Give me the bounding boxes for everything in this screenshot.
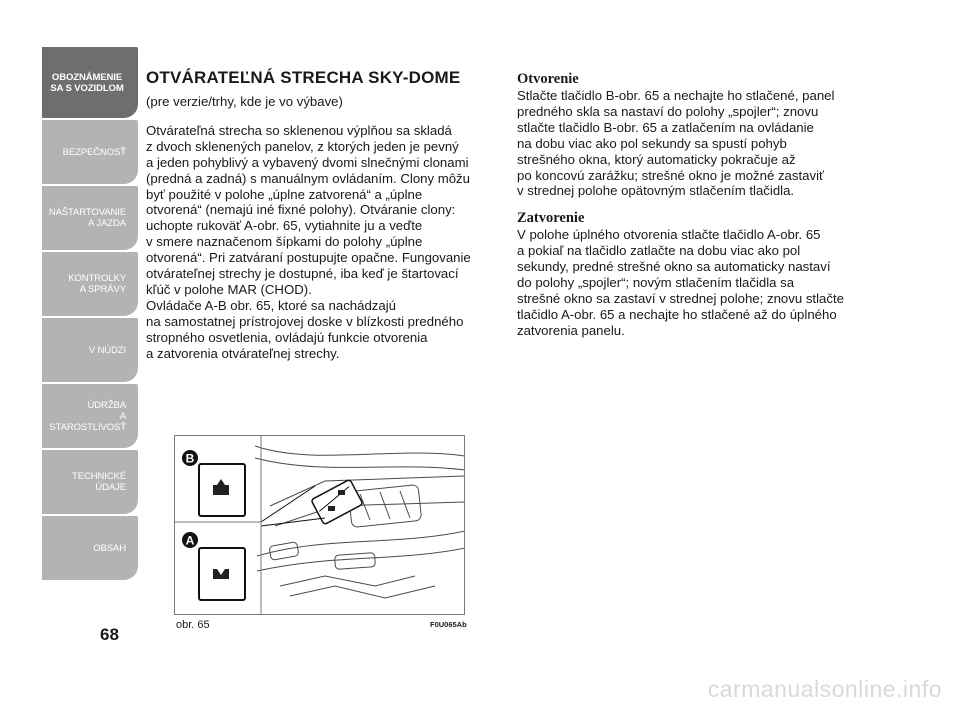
section-body-otvorenie: Stlačte tlačidlo B-obr. 65 a nechajte ho stlačené, panel predného skla sa nastaví do polohy „spojler“; znovu stlačte tlačidlo B-obr. 65 a zatlačením na ovládanie na dobu viac ako pol sekundy sa spustí pohyb strešného okna, ktorý automaticky pokračuje až po koncovú zarážku; strešné okno je možné zastaviť v strednej polohe opätovným stlačením tlačidla. (517, 88, 835, 199)
tab-kontrolky[interactable] (42, 252, 138, 316)
page-number: 68 (100, 625, 119, 644)
label-a: A (185, 533, 195, 548)
button-b-icon (199, 464, 245, 516)
tab-label: OBOZNÁMENIE SA S VOZIDLOM (50, 71, 124, 94)
watermark: carmanualsonline.info (707, 676, 942, 702)
right-column (517, 70, 877, 339)
button-cluster (311, 479, 363, 524)
tab-label: BEZPEČNOSŤ (62, 146, 126, 158)
tab-udrzba[interactable] (42, 384, 138, 448)
tab-label: OBSAH (93, 542, 126, 554)
button-a-icon (199, 548, 245, 600)
tab-v-nudzi[interactable] (42, 318, 138, 382)
tab-label: KONTROLKY A SPRÁVY (68, 273, 126, 295)
tab-label: NAŠTARTOVANIE A JAZDA (48, 207, 126, 229)
section-body-zatvorenie: V polohe úplného otvorenia stlačte tlačidlo A-obr. 65 a pokiaľ na tlačidlo zatlačte na dobu viac ako pol sekundy, predné strešné okno sa automaticky nastaví do polohy „spojler“; novým stlačením tlačidla sa strešné okno sa zastaví v strednej polohe; znovu stlačte tlačidlo A-obr. 65 a nechajte ho stlačené až do úplného zatvorenia panelu. (517, 227, 844, 338)
tab-label: TECHNICKÉ ÚDAJE (72, 471, 126, 493)
tab-label: ÚDRŽBA A STAROSTLIVOSŤ (49, 399, 126, 433)
tab-obsah[interactable] (42, 516, 138, 580)
section-heading-zatvorenie: Zatvorenie (517, 210, 585, 227)
tab-technicke[interactable] (42, 450, 138, 514)
label-b: B (185, 451, 195, 466)
tab-oboznamenie[interactable] (42, 47, 138, 118)
left-column (146, 68, 506, 362)
roof-control-illustration (175, 436, 465, 615)
page-title: OTVÁRATEĽNÁ STRECHA SKY-DOME (146, 68, 461, 87)
intro-paragraph: Otvárateľná strecha so sklenenou výplňou sa skladá z dvoch sklenených panelov, z ktorých jeden je pevný a jeden pohyblivý a vybavený dvomi slnečnými clonami (predná a zadná) s manuálnym ovládaním. Clony môžu byť použité v polohe „úplne zatvorená“ a „úplne otvorená“ (nemajú iné fixné polohy). Otváranie clony: uchopte rukoväť A-obr. 65, vytiahnite ju a veďte v smere naznačenom šípkami do polohy „úplne otvorená“. Pri zatváraní postupujte opačne. Fungovanie otvárateľnej strechy je dostupné, iba keď je štartovací kľúč v polohe MAR (CHOD). Ovládače A-B obr. 65, ktoré sa nachádzajú na samostatnej prístrojovej doske v blízkosti predného stropného osvetlenia, ovládajú funkcie otvorenia a zatvorenia otvárateľnej strechy. (146, 122, 471, 361)
figure-code: F0U065Ab (430, 620, 467, 629)
section-heading-otvorenie: Otvorenie (517, 71, 579, 87)
figure-caption: obr. 65 (176, 619, 210, 631)
tab-label: V NÚDZI (88, 344, 126, 356)
subtitle: (pre verzie/trhy, kde je vo výbave) (146, 94, 343, 109)
tab-nastartovanie[interactable] (42, 186, 138, 250)
figure-65 (174, 435, 465, 615)
tab-bezpecnost[interactable] (42, 120, 138, 184)
